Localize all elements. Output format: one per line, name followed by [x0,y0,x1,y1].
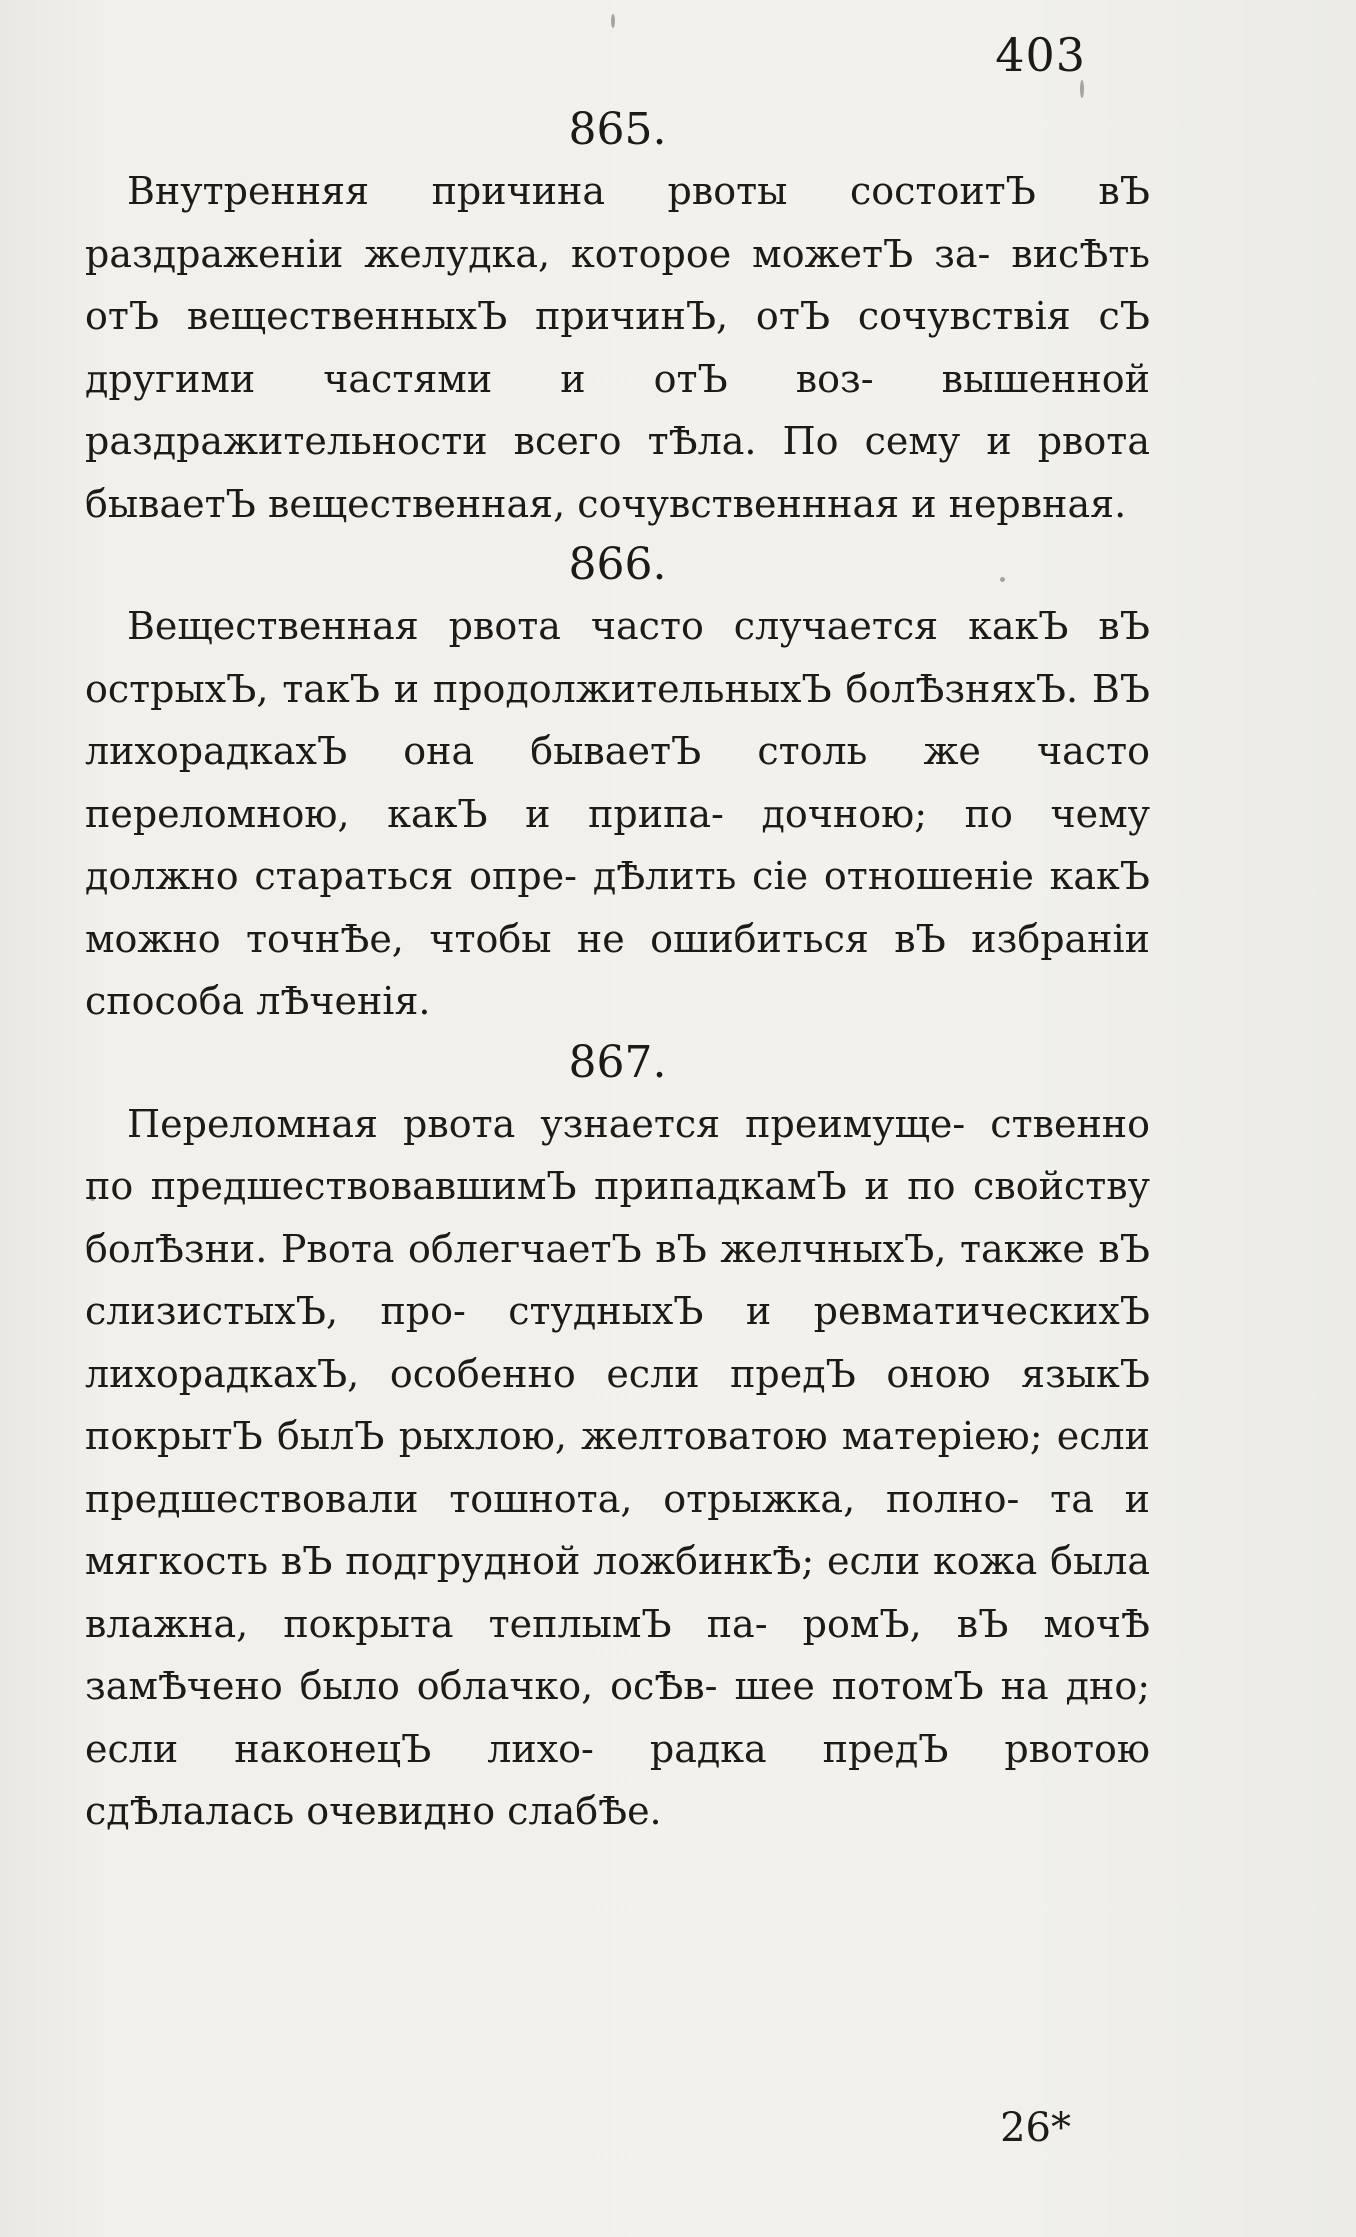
text-line: лѢченія. [256,979,431,1023]
text-line: вышенной раздражительности всего тѢла. [85,356,1150,463]
section-number: 865. [568,104,667,155]
section-865 [85,100,1150,535]
text-line: столь же часто переломною, какЪ и припа- [85,729,1150,836]
section-867 [85,1033,1150,1843]
text-line: дочною; по чему должно стараться опре- [85,791,1150,898]
text-line: кожа была влажна, покрыта теплымЪ па- [85,1539,1150,1646]
text-line: По сему и рвота бываетЪ вещественная, [85,419,1150,526]
section-866 [85,535,1150,1033]
text-line: раздраженіи желудка, которое можетЪ за- [85,231,991,276]
paragraph [85,1093,1150,1843]
text-line: особенно если предЪ оною языкЪ покрытЪ [85,1351,1150,1458]
paragraph [85,160,1150,535]
text-line: Внутренняя причина рвоты состоитЪ вЪ [127,169,1150,213]
signature-mark: 26* [1000,2105,1071,2151]
text-line: и по свойству болѢзни. Рвота облегчаетЪ [85,1164,1150,1271]
text-line: Вещественная рвота часто случается [127,604,939,648]
text-line: предшествовали тошнота, отрыжка, полно- [85,1476,1020,1521]
paragraph [85,595,1150,1033]
text-line: былЪ рыхлою, желтоватою матеріею; если [277,1414,1150,1458]
text-line: какЪ вЪ острыхЪ, такЪ и продолжительныхЪ [85,604,1150,711]
section-number: 866. [568,539,667,590]
text-line: вЪ желчныхЪ, также вЪ слизистыхЪ, про- [85,1226,1150,1333]
ink-mark [1080,80,1084,98]
text-line: ственно по предшествовавшимЪ припадкамЪ [85,1101,1150,1208]
page-number: 403 [995,28,1086,82]
text-line: слабѢе. [507,1789,662,1833]
text-line: та и мягкость вЪ подгрудной ложбинкѢ; если [85,1476,1150,1583]
text-line: висѢть отЪ вещественныхЪ причинЪ, отЪ [85,231,1150,338]
text-line: шее потомЪ на дно; если наконецЪ лихо- [85,1664,1150,1771]
text-line: студныхЪ и ревматическихЪ лихорадкахЪ, [85,1289,1150,1396]
text-line: Переломная рвота узнается преимуще- [127,1101,966,1146]
section-number: 867. [568,1036,667,1088]
ink-mark [611,14,615,28]
text-column [85,100,1150,1843]
text-line: радка предЪ рвотою сдѢлалась очевидно [85,1726,1150,1833]
text-line: чтобы не ошибиться вЪ избраніи способа [85,916,1150,1023]
text-line: болѢзняхЪ. ВЪ лихорадкахЪ она бываетЪ [85,666,1150,773]
text-line: дѢлить сіе отношеніе какЪ можно точнѢе, [85,854,1150,961]
text-line: ромЪ, вЪ мочѢ замѢчено было облачко, осѢв- [85,1601,1150,1708]
text-line: сочувственнная и нервная. [577,481,1127,526]
text-line: сочувствія сЪ другими частями и отЪ воз- [85,294,1150,401]
